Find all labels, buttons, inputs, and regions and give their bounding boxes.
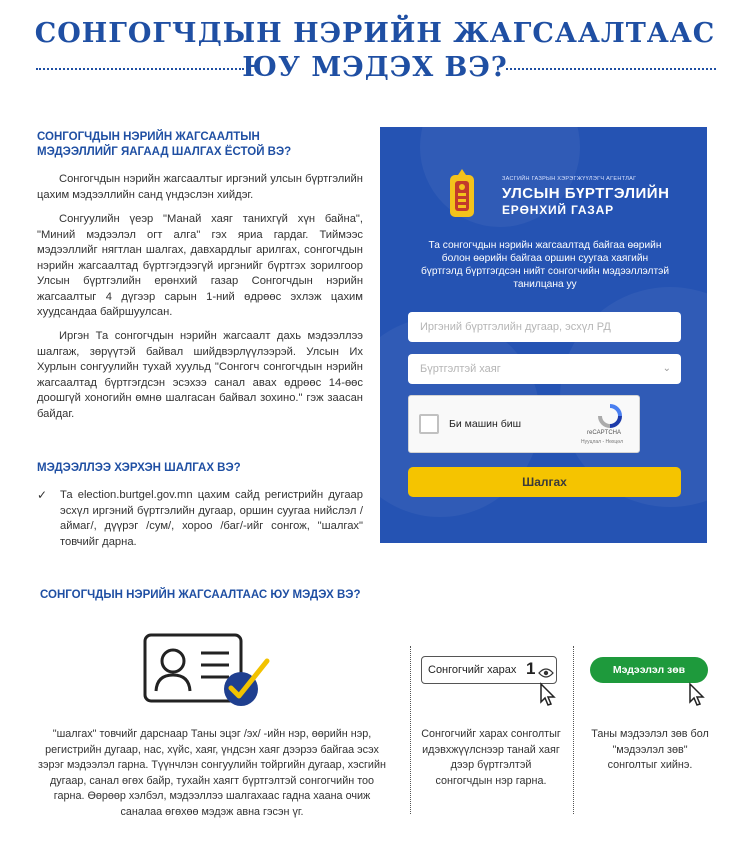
checkmark-icon: ✓ — [37, 488, 48, 502]
col3-description: Таны мэдээлэл зөв бол "мэдээлэл зөв" сонголтыг хийнэ. — [591, 728, 709, 771]
agency-name-line2: ЕРӨНХИЙ ГАЗАР — [502, 203, 614, 217]
soyombo-emblem-icon — [444, 169, 480, 221]
recaptcha-widget — [408, 395, 640, 453]
section3-heading: СОНГОГЧДЫН НЭРИЙН ЖАГСААЛТААС ЮУ МЭДЭХ ВЭ? — [40, 589, 361, 601]
section1-paragraph-2: Сонгуулийн үеэр "Манай хаяг танихгүй хүн байна", "Миний мэдээлэл огт алга" гэх яриа гардаг. Тиймээс мэдээллийг нягтлан шалгах, давхардлыг арилгах, сонгогчдын нэрийн жагсаалтад бүртгэгдээгүй иргэнийг бүртгэх зорилгоор Улсын бүртгэлийн ерөнхий газар Сонгогчдын нэрийн жагсаалтыг 4 дүгээр сарын 1-ний өдрөөс эхлэж цахим хуудсандаа байршуулсан. — [37, 213, 363, 318]
agency-subtitle: ЗАСГИЙН ГАЗРЫН ХЭРЭГЖҮҮЛЭГЧ АГЕНТЛАГ — [502, 176, 637, 182]
voter-count: 1 — [526, 659, 536, 678]
chevron-down-icon: ⌄ — [662, 363, 671, 374]
page-title-line1: СОНГОГЧДЫН НЭРИЙН ЖАГСААЛТААС — [34, 18, 716, 49]
title-divider-right — [506, 68, 716, 70]
recaptcha-brand: reCAPTCHA — [587, 430, 622, 436]
cursor-pointer-icon — [539, 682, 557, 713]
view-voters-button[interactable] — [421, 656, 557, 684]
registration-check-panel — [380, 127, 707, 543]
section2-heading: МЭДЭЭЛЛЭЭ ХЭРХЭН ШАЛГАХ ВЭ? — [37, 462, 241, 474]
section1-heading: СОНГОГЧДЫН НЭРИЙН ЖАГСААЛТЫН МЭДЭЭЛЛИЙГ ЯАГААД ШАЛГАХ ЁСТОЙ ВЭ? — [37, 131, 292, 158]
recaptcha-logo-icon — [597, 404, 623, 433]
col2-description: Сонгогчийг харах сонголтыг идэвхжүүлснээр танай хаяг дээр бүртгэлтэй сонгогчдын нэр гарна. — [421, 728, 561, 787]
recaptcha-links[interactable]: Нууцлал - Нөхцөл — [581, 439, 623, 445]
column-divider-right — [573, 646, 574, 814]
section2-item: Та election.burtgel.gov.mn цахим сайд регистрийн дугаар эсхүл иргэний бүртгэлийн дугаар, оршин суугаа нийслэл /аймаг/, дүүрэг /сум/, хороо /баг/-ийг сонгож, "шалгах" товчийг дарна. — [60, 489, 363, 548]
section1-paragraph-3: Иргэн Та сонгогчдын нэрийн жагсаалт дахь мэдээллээ шалгаж, зөрүүтэй байвал шийдвэрлүүлээрэй. Улсын Их Хурлын сонгуулийн тухай хуульд "Сонгогч сонгогчдын нэрийн жагсаалтад бүртгэгдсэн эсэхээ санал авах өдрөөс 14-өөс доошгүй хоногийн өмнө шалгасан байвал зохино." гэж заасан байдаг. — [37, 330, 363, 420]
captcha-label: Би машин биш — [449, 418, 522, 430]
panel-intro-text: Та сонгогчдын нэрийн жагсаалтад байгаа өөрийн болон өөрийн байгаа оршин суугаа хаягийн бүртгэлд бүртгэгдсэн нийт сонгогчийн мэдээллэлтэй танилцана уу — [420, 240, 670, 290]
section1-paragraph-1: Сонгогчдын нэрийн жагсаалтыг иргэний улсын бүртгэлийн цахим мэдээллийн санд үндэслэн хийдэг. — [37, 173, 363, 201]
check-button[interactable]: Шалгах — [408, 467, 681, 497]
col1-description: "шалгах" товчийг дарснаар Таны эцэг /эх/ -ийн нэр, өөрийн нэр, регистрийн дугаар, нас, хүйс, хаяг, үндсэн хаяг дээрээ байгаа эсэх зэрэг мэдээлэл гарна. Түүнчлэн сонгуулийн тойргийн дугаар, хэсгийн дугаар, санал өгөх байр, тухайн хаягт бүртгэлтэй сонгогчийн тоо гарна. Өөрөөр хэлбэл, мэдээллээ шалгахаас гадна хаана очиж саналаа өгөхөө мэдэж авна гэсэн үг. — [38, 728, 386, 818]
agency-name-line1: УЛСЫН БҮРТГЭЛИЙН — [502, 185, 670, 202]
column-divider-left — [410, 646, 411, 814]
view-voters-label: Сонгогчийг харах — [428, 664, 517, 676]
cursor-pointer-icon — [688, 682, 706, 713]
info-correct-button[interactable]: Мэдээлэл зөв — [590, 657, 708, 683]
id-number-input[interactable]: Иргэний бүртгэлийн дугаар, эсхүл РД — [408, 312, 681, 342]
address-select-placeholder: Бүртгэлтэй хаяг — [420, 363, 501, 375]
address-select[interactable] — [408, 354, 681, 384]
captcha-checkbox[interactable] — [419, 414, 439, 434]
id-card-check-icon — [143, 633, 271, 714]
page-title-line2: ЮУ МЭДЭХ ВЭ? — [242, 52, 508, 83]
